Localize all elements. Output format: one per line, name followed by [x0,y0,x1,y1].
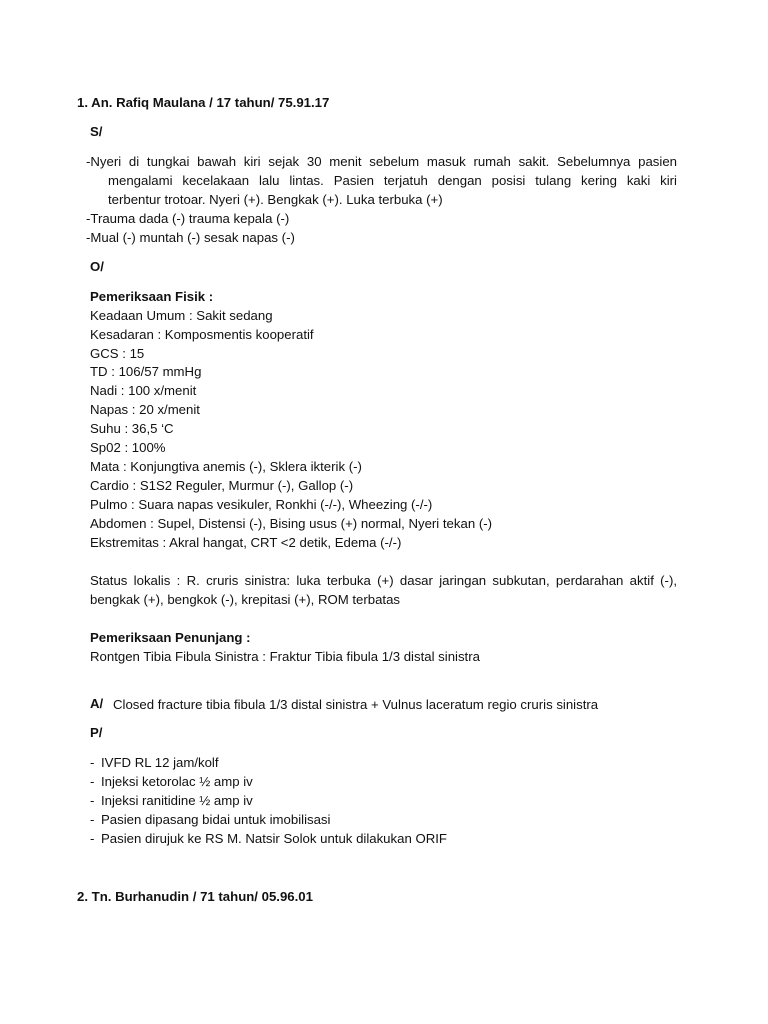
plan-label: P/ [90,725,103,740]
plan-item: - Injeksi ketorolac ½ amp iv [90,774,253,789]
assessment-label: A/ [90,696,104,711]
subjective-line-2: mengalami kecelakaan lalu lintas. Pasien terjatuh dengan posisi tulang kering kaki kiri [108,173,677,188]
assessment-text: Closed fracture tibia fibula 1/3 distal sinistra + Vulnus laceratum regio cruris sinistra [113,697,599,712]
status-lokalis-line-1: Status lokalis : R. cruris sinistra: luka terbuka (+) dasar jaringan subkutan, perdarahan aktif (-), [90,573,677,588]
subjective-mual: -Mual (-) muntah (-) sesak napas (-) [86,230,295,245]
plan-item-text: Injeksi ketorolac ½ amp iv [101,774,253,789]
plan-item: - Pasien dipasang bidai untuk imobilisasi [90,812,331,827]
pemeriksaan-fisik-title: Pemeriksaan Fisik : [90,289,214,304]
patient-2-heading: 2. Tn. Burhanudin / 71 tahun/ 05.96.01 [77,889,313,904]
fisik-item: Napas : 20 x/menit [90,402,200,417]
status-lokalis-line-2: bengkak (+), bengkok (-), krepitasi (+), ROM terbatas [90,592,401,607]
fisik-item: Pulmo : Suara napas vesikuler, Ronkhi (-/-), Wheezing (-/-) [90,497,433,512]
plan-item-text: Pasien dirujuk ke RS M. Natsir Solok untuk dilakukan ORIF [101,831,447,846]
subjective-label: S/ [90,124,103,139]
fisik-item: Sp02 : 100% [90,440,166,455]
plan-item-text: IVFD RL 12 jam/kolf [101,755,219,770]
objective-label: O/ [90,259,104,274]
fisik-item: Abdomen : Supel, Distensi (-), Bising usus (+) normal, Nyeri tekan (-) [90,516,492,531]
fisik-item: Suhu : 36,5 ‘C [90,421,174,436]
subjective-trauma: -Trauma dada (-) trauma kepala (-) [86,211,290,226]
fisik-item: Kesadaran : Komposmentis kooperatif [90,327,314,342]
subjective-line-3: terbentur trotoar. Nyeri (+). Bengkak (+). Luka terbuka (+) [108,192,443,207]
plan-item: - IVFD RL 12 jam/kolf [90,755,219,770]
fisik-item: TD : 106/57 mmHg [90,364,202,379]
plan-item: - Pasien dirujuk ke RS M. Natsir Solok untuk dilakukan ORIF [90,831,447,846]
fisik-item: Keadaan Umum : Sakit sedang [90,308,273,323]
pemeriksaan-penunjang-title: Pemeriksaan Penunjang : [90,630,251,645]
fisik-item: Cardio : S1S2 Reguler, Murmur (-), Gallop (-) [90,478,354,493]
fisik-item: Ekstremitas : Akral hangat, CRT <2 detik, Edema (-/-) [90,535,402,550]
plan-item-text: Injeksi ranitidine ½ amp iv [101,793,253,808]
plan-item: - Injeksi ranitidine ½ amp iv [90,793,253,808]
fisik-item: Nadi : 100 x/menit [90,383,197,398]
fisik-item: GCS : 15 [90,346,145,361]
patient-1-heading: 1. An. Rafiq Maulana / 17 tahun/ 75.91.17 [77,95,330,110]
penunjang-result: Rontgen Tibia Fibula Sinistra : Fraktur Tibia fibula 1/3 distal sinistra [90,649,480,664]
subjective-line-1: -Nyeri di tungkai bawah kiri sejak 30 menit sebelum masuk rumah sakit. Sebelumnya pasien [86,154,677,169]
plan-item-text: Pasien dipasang bidai untuk imobilisasi [101,812,331,827]
fisik-item: Mata : Konjungtiva anemis (-), Sklera ikterik (-) [90,459,362,474]
